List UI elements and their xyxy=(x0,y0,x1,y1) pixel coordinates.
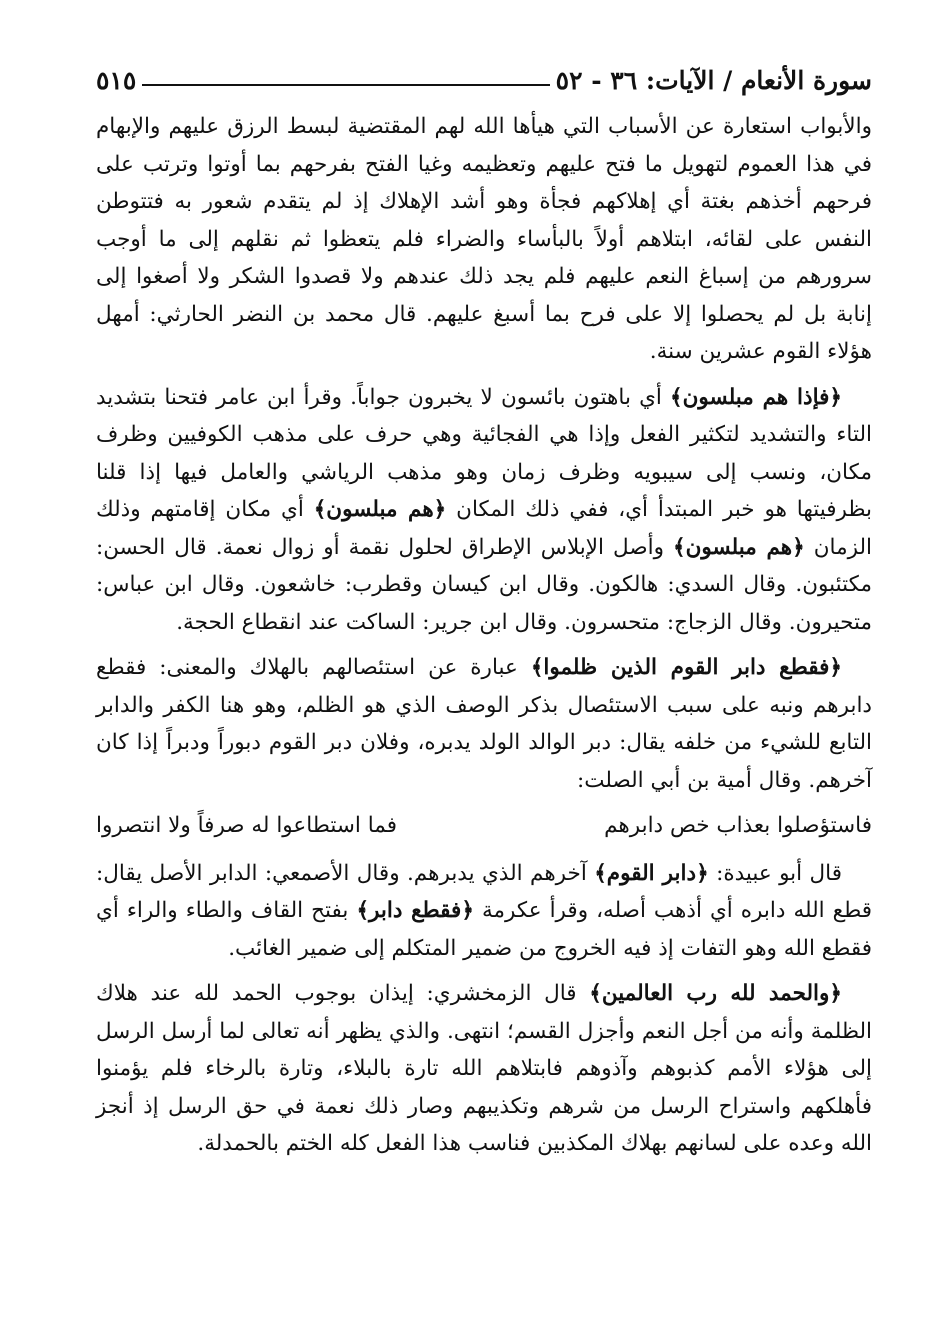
paragraph-text: أي مكان إقامتهم وذلك الزمان xyxy=(96,497,872,560)
quranic-quote: ﴿والحمد لله رب العالمين﴾ xyxy=(589,981,842,1006)
paragraph-3 xyxy=(96,649,872,799)
page-number: ٥١٥ xyxy=(96,65,137,95)
quranic-quote: ﴿فقطع دابر القوم الذين ظلموا﴾ xyxy=(530,655,842,680)
paragraph-text: قال أبو عبيدة: xyxy=(708,860,842,886)
quranic-quote: ﴿هم مبلسون﴾ xyxy=(672,534,805,560)
paragraph-4 xyxy=(96,855,872,968)
paragraph-text: والأبواب استعارة عن الأسباب التي هيأها الله لهم المقتضية لبسط الرزق عليهم والإبهام في هذا العموم لتهويل ما فتح عليهم وتعظيمه وغيا الفتح بفرحهم بما أوتوا وترتب على فرحهم أخذهم بغتة أي إهلاكهم فجأة وهو أشد الإهلاك إذ لم يتقدم شعور به فتتوطن النفس على لقائه، ابتلاهم أولاً بالبأساء والضراء فلم يتعظوا ثم نقلهم إلى ما أوجب سرورهم من إسباغ النعم عليهم فلم يجد ذلك عندهم ولا قصدوا الشكر ولا أصغوا إلى إنابة بل لم يحصلوا إلا على فرح بما أسبغ عليهم. قال محمد بن النضر الحارثي: أمهل هؤلاء القوم عشرين سنة. xyxy=(96,114,872,364)
paragraph-5 xyxy=(96,975,872,1163)
paragraph-text: بفتح القاف والطاء والراء أي فقطع الله وهو التفات إذ فيه الخروج من ضمير المتكلم إلى ضمير الغائب. xyxy=(96,898,872,961)
paragraph-text: وأصل الإبلاس الإطراق لحلول نقمة أو زوال نعمة. قال الحسن: مكتئبون. وقال السدي: هالكون. وقال ابن كيسان وقطرب: خاشعون. وقال ابن عباس: متحيرون. وقال الزجاج: متحسرون. وقال ابن جرير: الساكت عند انقطاع الحجة. xyxy=(96,534,872,635)
verse-first-hemistich: فاستؤصلوا بعذاب خص دابرهم xyxy=(604,813,872,838)
header-rule xyxy=(142,84,549,86)
paragraph-text: أي باهتون بائسون لا يخبرون جواباً. وقرأ ابن عامر فتحنا بتشديد التاء والتشديد لتكثير الفعل وإذا هي الفجائية وهي حرف على مذهب الكوفيين وظرف مكان، ونسب إلى سيبويه وظرف زمان وهو مذهب الرياشي والعامل فيها إذا قلنا بظرفيتها هو خبر المبتدأ أي، ففي ذلك المكان xyxy=(96,384,872,522)
paragraph-text: قال الزمخشري: إيذان بوجوب الحمد لله عند هلاك الظلمة وأنه من أجل النعم وأجزل القسم؛ انتهى. والذي يظهر أنه تعالى لما أرسل الرسل إلى هؤلاء الأمم كذبوهم وآذوهم فابتلاهم الله تارة بالبلاء، وتارة بالرخاء فلم يؤمنوا فأهلكهم واستراح الرسل من شرهم وتكذيبهم وصار ذلك نعمة في حق الرسل إذ أنجز الله وعده على لسانهم بهلاك المكذبين فناسب هذا الفعل كله الختم بالحمدلة. xyxy=(96,981,872,1156)
paragraph-text: آخرهم الذي يدبرهم. وقال الأصمعي: الدابر الأصل يقال: قطع الله دابره أي أذهب أصله، وقرأ عكرمة xyxy=(96,860,873,923)
poetry-verse xyxy=(96,807,872,845)
surah-title: سورة الأنعام / الآيات: ٣٦ - ٥٢ xyxy=(555,65,872,95)
page-content xyxy=(96,108,872,1163)
page-header xyxy=(96,60,872,100)
quranic-quote: ﴿فقطع دابر﴾ xyxy=(356,898,474,923)
paragraph-1 xyxy=(96,108,872,371)
book-page xyxy=(96,60,872,1171)
quranic-quote: ﴿فإذا هم مبلسون﴾ xyxy=(670,384,843,410)
quranic-quote: ﴿هم مبلسون﴾ xyxy=(313,497,447,522)
quranic-quote: ﴿دابر القوم﴾ xyxy=(594,860,709,886)
paragraph-text: عبارة عن استئصالهم بالهلاك والمعنى: فقطع دابرهم ونبه على سبب الاستئصال بذكر الوصف الذي هو الظلم، وهو هنا الكفر والدابر التابع للشيء من خلفه يقال: دبر الوالد الولد يدبره، وفلان دبر القوم دبوراً ودبراً إذا كان آخرهم. وقال أمية بن أبي الصلت: xyxy=(96,655,872,793)
verse-second-hemistich: فما استطاعوا له صرفاً ولا انتصروا xyxy=(96,813,397,838)
paragraph-2 xyxy=(96,379,872,642)
